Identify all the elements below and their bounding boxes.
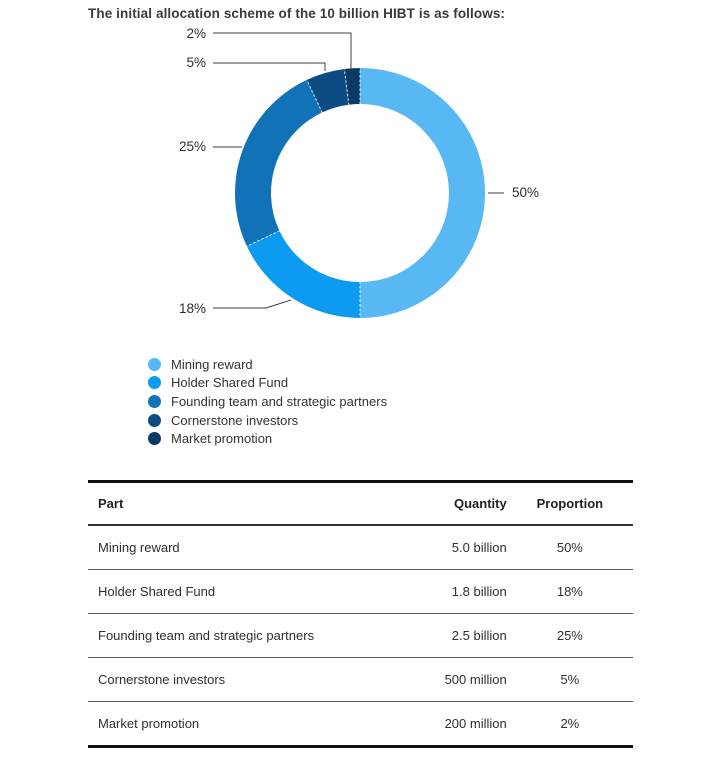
cell-part: Holder Shared Fund <box>88 570 423 614</box>
cell-proportion: 2% <box>560 716 580 731</box>
legend-dot-icon <box>148 395 161 408</box>
table-row-market-promotion <box>88 702 633 747</box>
cell-part: Mining reward <box>88 525 423 570</box>
table-row-cornerstone-investors <box>88 658 633 702</box>
legend-item-market-promotion <box>148 429 387 448</box>
donut-slice-holder-shared-fund <box>247 231 360 318</box>
cell-proportion: 25% <box>507 614 633 658</box>
table-row-holder-shared-fund <box>88 570 633 614</box>
allocation-table <box>88 480 633 748</box>
callout-line-holder-shared-fund <box>213 300 291 308</box>
chart-legend <box>148 355 387 448</box>
callout-line-cornerstone-investors <box>213 63 325 71</box>
cell-proportion: 18% <box>507 570 633 614</box>
cell-quantity: 500 million <box>423 658 507 702</box>
table-row-mining-reward <box>88 525 633 570</box>
legend-dot-icon <box>148 432 161 445</box>
slice-label-mining-reward: 50% <box>512 185 540 200</box>
donut-slice-founding-team-and-strategic-partners <box>235 80 322 246</box>
cell-part: Market promotion <box>98 716 200 731</box>
legend-label: Founding team and strategic partners <box>171 393 388 409</box>
cell-proportion: 5% <box>507 658 633 702</box>
cell-part: Founding team and strategic partners <box>88 614 423 658</box>
slice-label-holder-shared-fund: 18% <box>178 301 206 316</box>
cell-quantity: 200 million <box>444 716 507 731</box>
legend-dot-icon <box>148 358 161 371</box>
column-header-quantity: Quantity <box>423 482 507 526</box>
cell-quantity: 1.8 billion <box>423 570 507 614</box>
legend-item-holder-shared-fund <box>148 374 387 393</box>
donut-slice-mining-reward <box>360 68 485 318</box>
legend-dot-icon <box>148 414 161 427</box>
legend-label: Cornerstone investors <box>171 412 299 428</box>
table-header <box>88 482 633 526</box>
table-body <box>88 525 633 747</box>
legend-item-cornerstone-investors <box>148 411 387 430</box>
table-row-founding-team-and-strategic-partners <box>88 614 633 658</box>
callout-line-market-promotion <box>213 33 351 69</box>
legend-label: Mining reward <box>171 356 253 372</box>
cell-quantity: 5.0 billion <box>423 525 507 570</box>
legend-item-mining-reward <box>148 355 387 374</box>
legend-label: Holder Shared Fund <box>171 375 289 391</box>
cell-part: Cornerstone investors <box>88 658 423 702</box>
allocation-donut-chart <box>0 0 720 345</box>
slice-label-market-promotion: 2% <box>186 26 206 41</box>
legend-label: Market promotion <box>171 431 273 447</box>
slice-label-cornerstone-investors: 5% <box>186 55 206 70</box>
cell-proportion: 50% <box>507 525 633 570</box>
page-title: The initial allocation scheme of the 10 billion HIBT is as follows: <box>88 6 506 21</box>
column-header-proportion: Proportion <box>507 482 633 526</box>
column-header-part: Part <box>88 482 423 526</box>
cell-quantity: 2.5 billion <box>423 614 507 658</box>
slice-label-founding-team-and-strategic-partners: 25% <box>178 139 206 154</box>
legend-item-founding-team-and-strategic-partners <box>148 392 387 411</box>
table-header-row <box>88 482 633 526</box>
legend-dot-icon <box>148 376 161 389</box>
